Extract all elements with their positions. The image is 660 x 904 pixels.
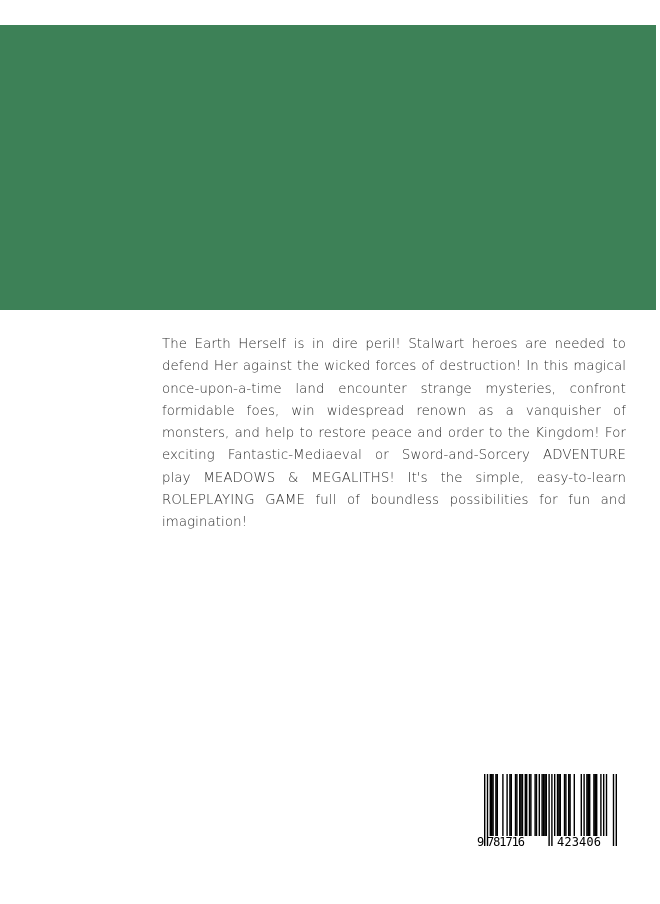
barcode-bar [534, 774, 535, 836]
barcode-bar [520, 774, 521, 836]
barcode-bar [530, 774, 531, 836]
barcode-guard-bar [616, 774, 617, 846]
barcode-bar [529, 774, 530, 836]
barcode-bar [586, 774, 587, 836]
barcode-bar [568, 774, 569, 836]
barcode-bar [516, 774, 517, 836]
barcode-bar [497, 774, 498, 836]
barcode-bar [574, 774, 575, 836]
barcode-bar [522, 774, 523, 836]
barcode-bar [560, 774, 561, 836]
barcode-bar [564, 774, 565, 836]
back-cover-blurb: The Earth Herself is in dire peril! Stalwart heroes are needed to defend Her against the wicked forces of destruction! In this magical once-upon-a-time land encounter strange mysteries, confront formidable foes, win widespread renown as a vanquisher of monsters, and help to restore peace and order to the Kingdom! For exciting Fantastic-Mediaeval or Sword-and-Sorcery ADVENTURE play MEADOWS & MEGALITHS! It's the simple, easy-to-learn ROLEPLAYING GAME full of boundless possibilities for fun and imagination! [162, 337, 626, 531]
barcode-bar [583, 774, 584, 836]
barcode-guard-bar [548, 774, 549, 846]
barcode-bar [606, 774, 607, 836]
barcode-bar [495, 774, 496, 836]
barcode-bar [492, 774, 493, 836]
barcode-lead-digit: 9 [477, 835, 485, 849]
barcode-bar [539, 774, 540, 836]
barcode-guard-bar [613, 774, 614, 846]
barcode-bar [554, 774, 555, 836]
barcode-bar [511, 774, 512, 836]
barcode-right-digits: 423406 [557, 835, 601, 849]
barcode-bar [603, 774, 604, 836]
barcode-bar [502, 774, 503, 836]
barcode-bar [525, 774, 526, 836]
barcode-bar [491, 774, 492, 836]
barcode-bar [557, 774, 558, 836]
barcode-bar [544, 774, 545, 836]
barcode-bar [546, 774, 547, 836]
barcode-bar [558, 774, 559, 836]
barcode-bar [490, 774, 491, 836]
barcode-bar [595, 774, 596, 836]
barcode-bar [588, 774, 589, 836]
barcode-bar [536, 774, 537, 836]
barcode-bar [565, 774, 566, 836]
barcode-bar [569, 774, 570, 836]
barcode-graphic [472, 772, 628, 852]
barcode-bar [600, 774, 601, 836]
barcode-bar [581, 774, 582, 836]
barcode-bar [543, 774, 544, 836]
barcode-bar [515, 774, 516, 836]
isbn-barcode [472, 772, 628, 852]
barcode-bar [519, 774, 520, 836]
barcode-guard-bar [551, 774, 552, 846]
barcode-left-digits: 781716 [487, 835, 525, 849]
barcode-bar [509, 774, 510, 836]
barcode-bar [589, 774, 590, 836]
barcode-bar [506, 774, 507, 836]
cover-color-band [0, 25, 656, 310]
barcode-bar [596, 774, 597, 836]
barcode-bar [593, 774, 594, 836]
barcode-bar [526, 774, 527, 836]
barcode-bar [541, 774, 542, 836]
